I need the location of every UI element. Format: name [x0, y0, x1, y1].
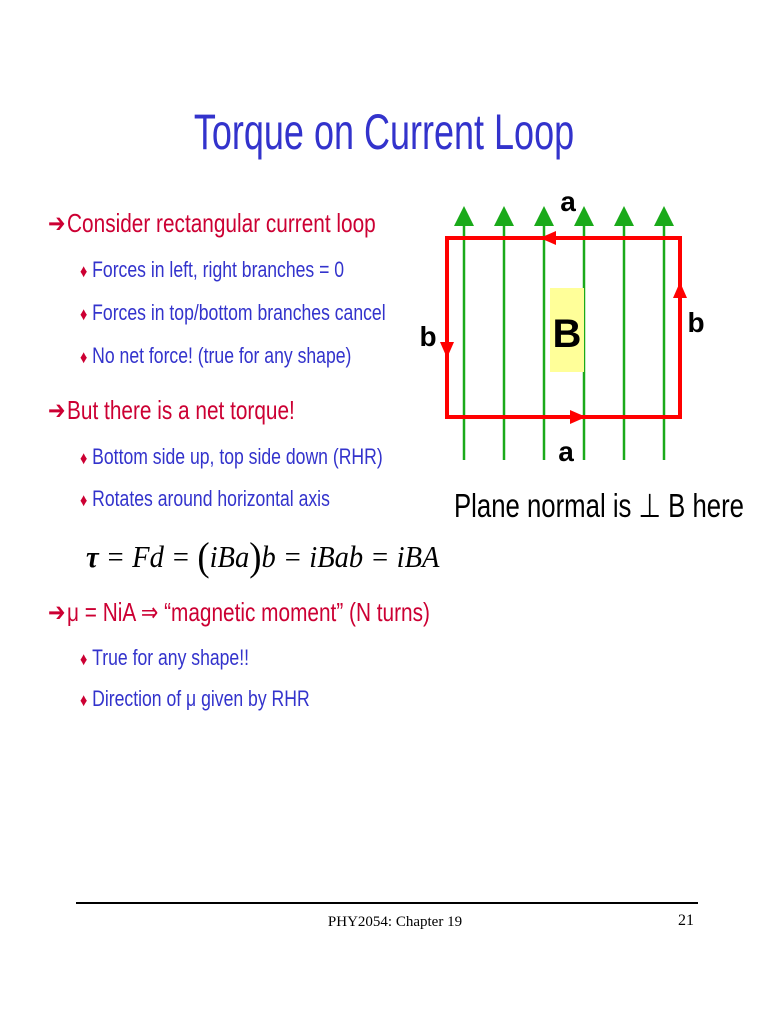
arrow-bullet-icon: ➔ — [48, 597, 66, 627]
slide-title: Torque on Current Loop — [193, 104, 575, 160]
bullet-text: Forces in top/bottom branches cancel — [92, 300, 386, 325]
bullet-text: Consider rectangular current loop — [67, 208, 376, 238]
field-label-b: B — [552, 312, 582, 356]
bullet-text: Forces in left, right branches = 0 — [92, 257, 345, 282]
bullet-net-torque — [48, 395, 295, 425]
arrow-bullet-icon: ➔ — [48, 208, 66, 238]
arrow-bullet-icon: ➔ — [48, 395, 66, 425]
diamond-bullet-icon: ♦ — [80, 690, 88, 710]
formula-close-paren: ) — [249, 534, 262, 579]
bullet-text: Rotates around horizontal axis — [92, 486, 330, 511]
bullet-forces-top-bottom — [80, 300, 386, 327]
bullet-consider-loop — [48, 208, 376, 238]
bullet-magnetic-moment — [48, 597, 430, 627]
formula-open-paren: ( — [197, 534, 210, 579]
bullet-text: But there is a net torque! — [67, 395, 295, 425]
diamond-bullet-icon: ♦ — [80, 490, 88, 510]
bullet-direction-mu — [80, 686, 310, 713]
formula-part-1: = Fd = — [98, 539, 198, 574]
torque-formula — [86, 533, 439, 580]
bullet-no-net-force — [80, 343, 351, 370]
bullet-bottom-up — [80, 444, 383, 471]
bullet-text: μ = NiA ⇒ “magnetic moment” (N turns) — [67, 597, 430, 627]
bullet-forces-left-right — [80, 257, 344, 284]
label-top-a: a — [560, 186, 576, 217]
bullet-text: Direction of μ given by RHR — [92, 686, 310, 711]
diamond-bullet-icon: ♦ — [80, 649, 88, 669]
label-bottom-a: a — [558, 436, 574, 467]
diamond-bullet-icon: ♦ — [80, 304, 88, 324]
bullet-any-shape — [80, 645, 249, 672]
bullet-text: True for any shape!! — [92, 645, 250, 670]
formula-part-3: b = iBab = iBA — [261, 539, 440, 574]
label-left-b: b — [419, 321, 437, 352]
label-right-b: b — [687, 307, 705, 338]
footer-course: PHY2054: Chapter 19 — [327, 914, 463, 930]
current-arrow-left-icon — [440, 342, 454, 358]
page-number: 21 — [678, 912, 694, 929]
formula-part-2: iBa — [209, 539, 250, 574]
current-arrow-top-icon — [540, 231, 556, 245]
diamond-bullet-icon: ♦ — [80, 347, 88, 367]
footer-divider — [76, 902, 698, 904]
diagram-caption: Plane normal is ⊥ B here — [454, 487, 744, 524]
bullet-text: Bottom side up, top side down (RHR) — [92, 444, 383, 469]
bullet-rotates-axis — [80, 486, 330, 513]
current-loop-diagram — [410, 180, 720, 480]
bullet-text: No net force! (true for any shape) — [92, 343, 352, 368]
current-arrow-right-icon — [673, 282, 687, 298]
formula-tau: τ — [86, 539, 99, 574]
diamond-bullet-icon: ♦ — [80, 261, 88, 281]
diamond-bullet-icon: ♦ — [80, 448, 88, 468]
